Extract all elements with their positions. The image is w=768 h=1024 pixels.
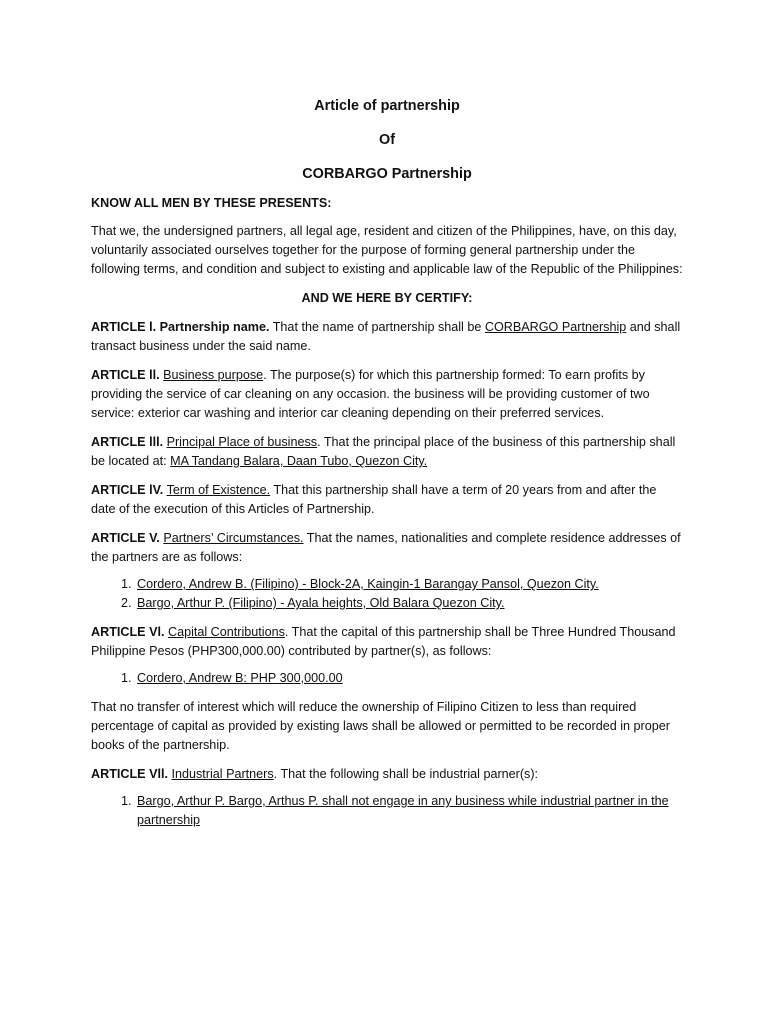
list-item <box>135 792 683 830</box>
article-6-text: . That the capital of this partnership shall be Three Hundred Thousand Philippine Pesos (PHP300,000.00) contributed by partner(s), as follows: <box>91 625 676 658</box>
document-content <box>91 92 683 830</box>
article-4-label: ARTICLE lV. <box>91 483 164 497</box>
article-5 <box>91 529 683 567</box>
article-7-label: ARTICLE Vll. <box>91 767 168 781</box>
article-5-heading: Partners’ Circumstances. <box>163 531 304 545</box>
list-item <box>135 594 683 613</box>
article-5-label: ARTICLE V. <box>91 531 160 545</box>
industrial-partners-list <box>91 792 683 830</box>
article-6-label: ARTICLE Vl. <box>91 625 165 639</box>
know-all-men-heading: KNOW ALL MEN BY THESE PRESENTS: <box>91 196 332 210</box>
article-4 <box>91 481 683 519</box>
article-1-partnership-name: CORBARGO Partnership <box>484 320 627 334</box>
list-item <box>135 669 683 688</box>
document-title-of: Of <box>379 132 395 148</box>
article-1-label: ARTICLE l. <box>91 320 157 334</box>
article-3-heading: Principal Place of business <box>166 435 318 449</box>
article-3-text: . That the principal place of the business of this partnership shall be located at: <box>91 435 676 468</box>
article-1-text: That the name of partnership shall be <box>269 320 485 334</box>
article-2-text: . The purpose(s) for which this partnership formed: To earn profits by providing the service of car cleaning on any occasion. the business will be providing customer of two service: exterior car washing and interior car cleaning depending on their preferred services. <box>91 368 650 420</box>
article-1-heading: Partnership name. <box>159 320 270 334</box>
article-2 <box>91 366 683 423</box>
article-2-heading: Business purpose <box>163 368 264 382</box>
partner-1: Cordero, Andrew B. (Filipino) - Block-2A, Kaingin-1 Barangay Pansol, Quezon City. <box>137 577 599 591</box>
article-4-text: That this partnership shall have a term of 20 years from and after the date of the execution of this Articles of Partnership. <box>91 483 657 516</box>
list-item <box>135 575 683 594</box>
industrial-partner-1: Bargo, Arthur P. Bargo, Arthus P. shall not engage in any business while industrial partner in the partnership <box>137 794 669 827</box>
article-7 <box>91 765 683 784</box>
article-3-label: ARTICLE lll. <box>91 435 164 449</box>
transfer-paragraph: That no transfer of interest which will reduce the ownership of Filipino Citizen to less than required percentage of capital as provided by existing laws shall be allowed or permitted to be recorded in proper books of the partnership. <box>91 700 670 752</box>
article-5-text: That the names, nationalities and complete residence addresses of the partners are as follows: <box>91 531 681 564</box>
contribution-1: Cordero, Andrew B: PHP 300,000.00 <box>137 671 343 685</box>
document-title: Article of partnership <box>314 98 460 114</box>
intro-paragraph: That we, the undersigned partners, all legal age, resident and citizen of the Philippines, have, on this day, voluntarily associated ourselves together for the purpose of forming general partnership under the following terms, and condition and subject to existing and applicable law of the Republic of the Philippines: <box>91 224 683 276</box>
article-3-address: MA Tandang Balara, Daan Tubo, Quezon City. <box>170 454 428 468</box>
article-7-heading: Industrial Partners <box>171 767 274 781</box>
article-7-text: . That the following shall be industrial parner(s): <box>273 767 539 781</box>
article-4-heading: Term of Existence. <box>166 483 271 497</box>
article-1 <box>91 318 683 356</box>
contributions-list <box>91 669 683 688</box>
article-1-text-after: and shall transact business under the said name. <box>91 320 681 353</box>
article-6 <box>91 623 683 661</box>
certify-heading: AND WE HERE BY CERTIFY: <box>301 291 473 305</box>
partnership-name-title: CORBARGO Partnership <box>302 166 472 182</box>
article-6-heading: Capital Contributions <box>167 625 285 639</box>
partner-2: Bargo, Arthur P. (Filipino) - Ayala heights, Old Balara Quezon City. <box>137 596 505 610</box>
article-3 <box>91 433 683 471</box>
article-2-label: ARTICLE ll. <box>91 368 160 382</box>
partners-list <box>91 575 683 613</box>
